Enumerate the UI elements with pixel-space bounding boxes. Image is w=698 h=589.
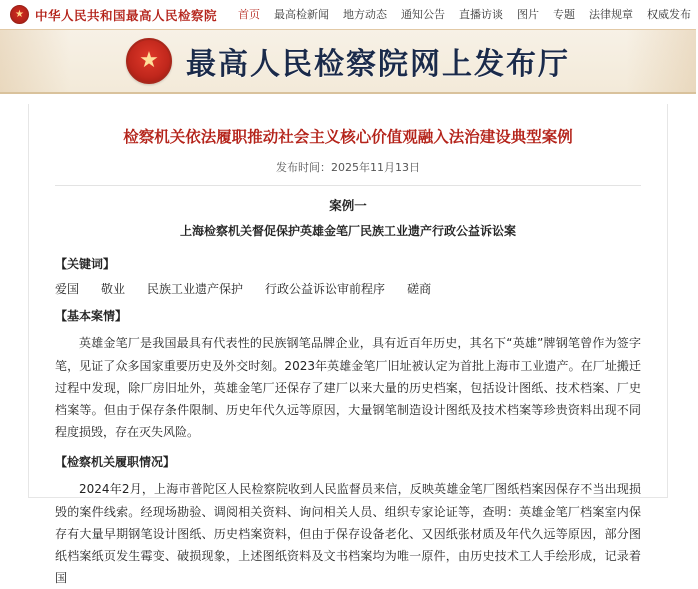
- nav-item-announcements[interactable]: 通知公告: [401, 8, 446, 21]
- basic-facts-heading: 【基本案情】: [55, 309, 128, 324]
- case-title: 上海检察机关督促保护英雄金笔厂民族工业遗产行政公益诉讼案: [179, 224, 516, 239]
- publish-label: 发布时间：: [276, 161, 331, 175]
- top-bar: [0, 0, 696, 30]
- nav-item-official-release[interactable]: 权威发布: [647, 8, 692, 21]
- publish-info: [55, 159, 641, 175]
- procuratorate-emblem-icon: [126, 38, 172, 84]
- keywords-list: [55, 280, 641, 297]
- page-title: 检察机关依法履职推动社会主义核心价值观融入法治建设典型案例: [123, 128, 573, 146]
- national-emblem-icon: [10, 5, 29, 24]
- site-banner: [0, 30, 696, 94]
- nav-item-laws[interactable]: 法律规章: [589, 8, 634, 21]
- keyword-item: 行政公益诉讼审前程序: [265, 282, 386, 297]
- basic-facts-paragraph: 英雄金笔厂是我国最具有代表性的民族钢笔品牌企业，具有近百年历史，其名下“英雄”牌钢笔曾作为签字笔，见证了众多国家重要历史及外交时刻。2023年英雄金笔厂旧址被认定为首批上海市工业遗产。在厂址搬迁过程中发现，除厂房旧址外，英雄金笔厂还保存了建厂以来大量的历史档案，包括设计图纸、技术档案、厂史档案等。但由于保存条件限制、历史年代久远等原因，大量钢笔制造设计图纸及技术档案等珍贵资料出现不同程度损毁，存在灭失风险。: [55, 336, 641, 440]
- nav-item-home[interactable]: 首页: [238, 8, 261, 21]
- nav-item-local-news[interactable]: 地方动态: [343, 8, 388, 21]
- divider: [55, 185, 641, 186]
- keyword-item: 爱国: [55, 282, 80, 297]
- keyword-item: 敬业: [101, 282, 126, 297]
- duty-performance-paragraph: 2024年2月，上海市普陀区人民检察院收到人民监督员来信，反映英雄金笔厂图纸档案因保存不当出现损毁的案件线索。经现场勘验、调阅相关资料、询问相关人员、组织专家论证等，查明：英雄金笔厂档案室内保存有大量早期钢笔设计图纸、历史档案资料，但由于保存设备老化、又因纸张材质及年代久远等原因，部分图纸档案纸页发生霉变、破损现象，上述图纸资料及文书档案均为唯一原件，由历史技术工人手绘形成，记录着国: [55, 482, 641, 586]
- brand-name: 中华人民共和国最高人民检察院: [35, 7, 218, 23]
- nav-item-live-interview[interactable]: 直播访谈: [459, 8, 504, 21]
- publish-date: 2025年11月13日: [331, 161, 420, 175]
- keyword-item: 磋商: [407, 282, 432, 297]
- keyword-item: 民族工业遗产保护: [147, 282, 244, 297]
- site-brand[interactable]: [10, 5, 231, 24]
- nav-item-spp-news[interactable]: 最高检新闻: [274, 8, 330, 21]
- nav-item-pictures[interactable]: 图片: [517, 8, 540, 21]
- nav-item-topics[interactable]: 专题: [553, 8, 576, 21]
- page-body: [0, 94, 696, 586]
- top-navigation[interactable]: [231, 1, 698, 29]
- case-number: 案例一: [329, 198, 367, 214]
- duty-performance-heading: 【检察机关履职情况】: [55, 455, 176, 470]
- article-card: [28, 104, 668, 586]
- keywords-heading: 【关键词】: [55, 257, 116, 272]
- banner-title: 最高人民检察院网上发布厅: [186, 47, 570, 82]
